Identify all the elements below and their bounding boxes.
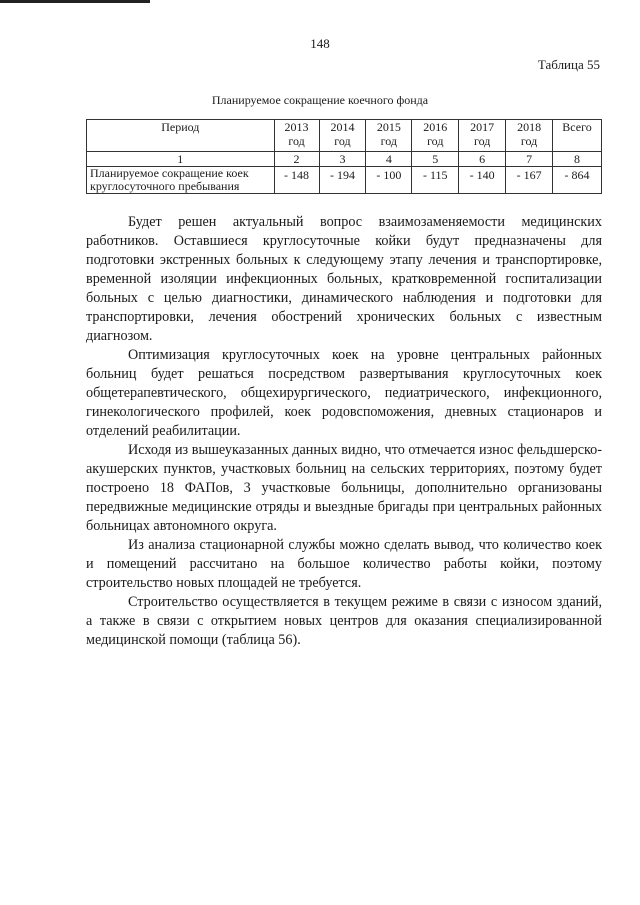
paragraph: Из анализа стационарной службы можно сделать вывод, что количество коек и помещений рассчитано на большое количество работы койки, поэтому строительство новых площадей не требуется. (86, 537, 602, 591)
header-year: 2016 год (412, 120, 459, 152)
column-number: 6 (459, 152, 506, 167)
header-period: Период (87, 120, 275, 152)
header-year: 2015 год (366, 120, 412, 152)
page-number: 148 (310, 36, 330, 51)
body-text (86, 213, 602, 650)
column-number-row (87, 152, 602, 167)
header-year: 2014 год (319, 120, 366, 152)
header-year: 2018 год (506, 120, 553, 152)
header-year: 2013 год (274, 120, 319, 152)
paragraph: Оптимизация круглосуточных коек на уровне центральных районных больниц будет решаться посредством развертывания круглосуточных коек общетерапевтического, общехирургического, педиатрического, инфекционного, гинекологического профилей, коек родовспоможения, дневных стационаров и отделений реабилитации. (86, 347, 602, 439)
cell-value: - 194 (319, 167, 366, 194)
cell-total: - 864 (553, 167, 602, 194)
bed-reduction-table (86, 119, 602, 194)
header-total: Всего (553, 120, 602, 152)
scan-corner-mark (0, 0, 150, 3)
column-number: 1 (87, 152, 275, 167)
column-number: 8 (553, 152, 602, 167)
table-header-row (87, 120, 602, 152)
column-number: 7 (506, 152, 553, 167)
cell-value: - 140 (459, 167, 506, 194)
cell-value: - 115 (412, 167, 459, 194)
column-number: 3 (319, 152, 366, 167)
header-year: 2017 год (459, 120, 506, 152)
table-label: Таблица 55 (537, 57, 600, 72)
column-number: 5 (412, 152, 459, 167)
column-number: 2 (274, 152, 319, 167)
cell-value: - 167 (506, 167, 553, 194)
paragraph: Строительство осуществляется в текущем режиме в связи с износом зданий, а также в связи с открытием новых центров для оказания специализированной медицинской помощи (таблица 56). (86, 594, 602, 648)
paragraph: Будет решен актуальный вопрос взаимозаменяемости медицинских работников. Оставшиеся круглосуточные койки будут предназначены для подготовки экстренных больных к следующему этапу лечения и транспортировке, временной изоляции инфекционных больных, кратковременной госпитализации больных с целью диагностики, динамического наблюдения и подготовки для транспортировки, лечения обострений хронических больных с известным диагнозом. (86, 214, 602, 344)
table-caption: Планируемое сокращение коечного фонда (211, 93, 429, 107)
row-label: Планируемое сокращение коек круглосуточного пребывания (87, 167, 275, 194)
table-row (87, 167, 602, 194)
cell-value: - 148 (274, 167, 319, 194)
cell-value: - 100 (366, 167, 412, 194)
paragraph: Исходя из вышеуказанных данных видно, что отмечается износ фельдшерско-акушерских пунктов, участковых больниц на сельских территориях, поэтому будет построено 18 ФАПов, 3 участковые больницы, дополнительно организованы передвижные медицинские отряды и выездные бригады при центральных районных больницах автономного округа. (86, 442, 602, 534)
column-number: 4 (366, 152, 412, 167)
